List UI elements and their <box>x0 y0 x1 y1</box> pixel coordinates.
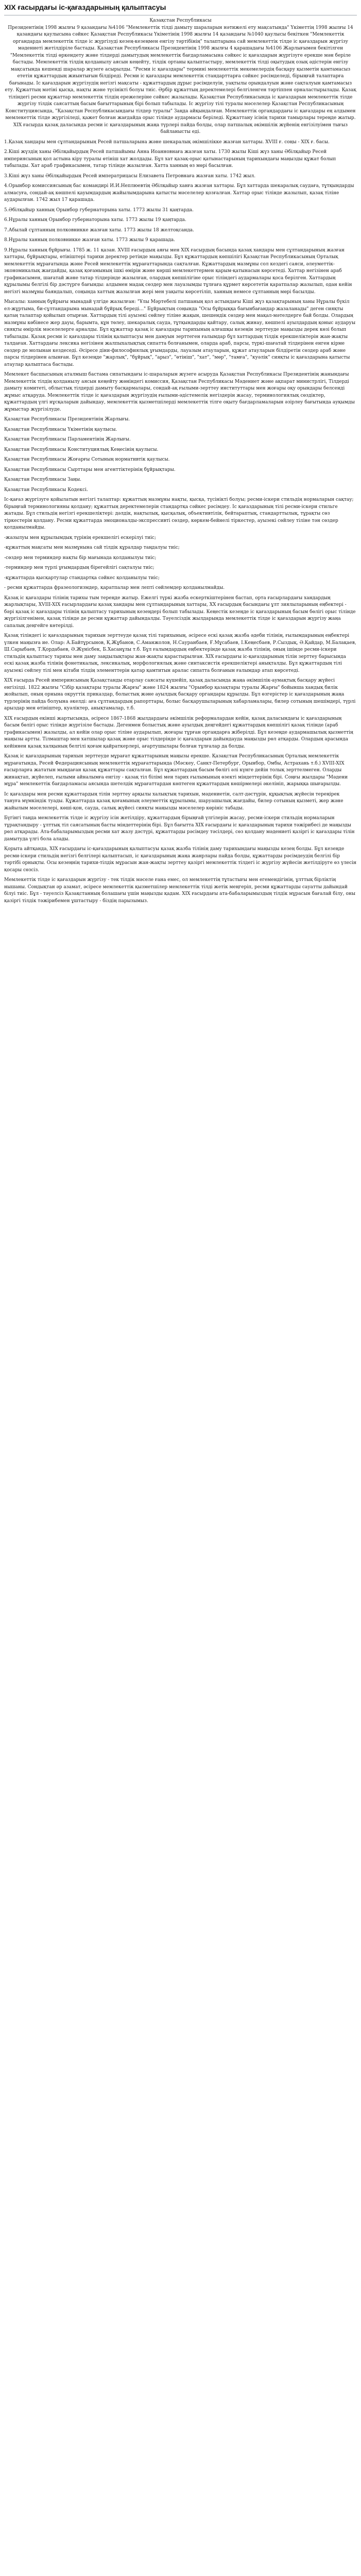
paragraph: Қазақ тіліндегі іс қағаздарының тарихын зерттеуде қазақ тілі тарихының, әсіресе ескі қазақ жазба әдеби тілінің, ғылымдарының еңбектері үлкен маңызға ие. Олар: А.Байтұрсынов, Қ.Жұбанов, С.Аманжолов, Н.Сауранбаев, Ғ.Мұсабаев, І.Кеңесбаев, Р.Сыздық, Ә.Қайдар, М.Балақаев, Ш.Сарыбаев, Т.Қордабаев, Ә.Жүнісбек, Б.Хасанұлы т.б. Бұл ғалымдардың еңбектерінде қазақ жазба тілінің, оның ішінде ресми-іскери стильдің қалыптасу тарихы мен даму заңдылықтары жан-жақты қарастырылған. XIX ғасырдағы іс-қағаздарының тілін зерттеу барысында ескі қазақ жазба тілінің фонетикалық, лексикалық, морфологиялық және синтаксистік ерекшеліктері анықталды. Бұл құжаттардың тілі ауызекі сөйлеу тілі мен кітаби тілдің элементтерін қатар қамтитын аралас сипатта болғанын ғалымдар атап көрсетеді. <box>4 633 356 673</box>
paragraph: Іс-қағаз жүргізуге қойылатын негізгі талаптар: құжаттың мазмұны нақты, қысқа, түсінікті болуы; ресми-іскери стильдің нормаларын сақтау; бірыңғай терминологияны қолдану; құжаттың деректемелерін стандартқа сәйкес рәсімдеу. Іс қағаздарының тілі ресми-іскери стильге жатады. Бұл стильдің негізгі ерекшеліктері: дәлдік, нақтылық, қысқалық, объективтілік, бейтараптық, стандарттылық, тұрақты сөз тіркестерін қолдану. Ресми құжаттарда эмоционалды-экспрессивті сөздер, көркем-бейнелі тіркестер, ауызекі сөйлеу тіліне тән сөздер қолданылмайды. <box>4 497 354 530</box>
paragraph: 4.Орынбор комиссиясының бас командирі И.И.Неплюевтің Әбілқайыр ханға жазған хаттары. Бұл хаттарда шекаралық саудаға, тұтқындарды алмасуға, сондай-ақ көшпелі қауымдардың жайылымдарына қатысты мәселелер қозғалған. Хаттар орыс тілінде жазылып, қазақ тіліне аударылған. 1742 жыл 17 қарашада. <box>4 183 354 202</box>
paragraph: 3.Кіші жүз ханы Әбілқайырдың Ресей императрицасы Елизавета Петровнаға жазған хаты. 1742 жыл. <box>4 173 256 179</box>
paragraph: 6.Нұралы ханның Орынбор губернаторына хаты. 1773 жылы 19 қаңтарда. <box>4 217 186 223</box>
paragraph: 9.Нұралы ханның бұйрығы. 1785 ж. 11 қазан. XVIII ғасырдың аяғы мен XIX ғасырдың басында қазақ хандары мен сұлтандарының жазған хаттары, бұйрықтары, өтініштері тарихи деректер ретінде маңызды. Бұл құжаттардың көпшілігі Қазақстан Республикасының Орталық мемлекеттік мұрағатында және Ресей мемлекеттік мұрағаттарында сақталған. Құжаттардың мазмұны сол кездегі саяси, әлеуметтік-экономикалық жағдайды, қазақ қоғамының ішкі өмірін және көрші мемлекеттермен қарым-қатынасын көрсетеді. Хаттар негізінен араб графикасымен, шағатай және татар тілдерінде жазылған, олардың көпшілігіне орыс тіліндегі аудармалары қоса берілген. Хаттардың құрылымы белгілі бір дәстүрге бағынды: алдымен мадақ сөздер мен лауазымды тұлғаға құрмет көрсететін қаратпалар жазылып, одан кейін негізгі мазмұны баяндалып, соңында хаттың жазылған жері мен уақыты көрсетіліп, ханның немесе сұлтанның мөрі басылды. <box>4 247 352 295</box>
paragraph: Қазақстан Республикасы Сырттары мен агенттіктерінің бұйрықтары. <box>4 467 176 472</box>
document-page <box>0 0 361 918</box>
paragraph: 8.Нұралы ханның полковникке жазған хаты. 1773 жылы 9 қарашада. <box>4 238 176 243</box>
paragraph: 1.Қазақ хандары мен сұлтандарының Ресей патшаларына және шекаралық әкімшілікке жазған хаттары. XVIII ғ. соңы - XIX ғ. басы. <box>4 139 330 145</box>
paragraph: -терминдер мен түрлі ұғымдардың бірегейлігі сақталуы тиіс; <box>4 565 154 570</box>
paragraph: Қазақстан Республикасы Кодексі. <box>4 487 88 493</box>
paragraph: -сөздер мен терминдер нақты бір мағынада қолданылуы тиіс; <box>4 555 157 561</box>
paragraph: XIX ғасырдың екінші жартысында, әсіресе 1867-1868 жылдардағы әкімшілік реформалардан кейін, қазақ даласындағы іс қағаздарының басым бөлігі орыс тілінде жүргізіле бастады. Дегенмен болыстық және ауылдық деңгейдегі құжаттардың көпшілігі қазақ тілінде (араб графикасымен) жазылды, ал кейін олар орыс тіліне аударылып, жоғары тұрған органдарға жіберілді. Бұл кезеңде аудармашылық қызметтің маңызы артты. Тілмаштар мен хатшылар қазақ және орыс тілдерінде іс қағаздарын дайындауда маңызды рөл атқарды. Олардың арасында кейіннен қазақ халқының белгілі қоғам қайраткерлері, ағартушылары болған тұлғалар да болды. <box>4 716 353 749</box>
paragraph: Қорыта айтқанда, XIX ғасырдағы іс-қағаздарының қалыптасуы қазақ жазба тілінің даму тарихындағы маңызды кезең болды. Бұл кезеңде ресми-іскери стильдің негізгі белгілері қалыптасып, іс қағаздарының жаңа жанрлары пайда болды, құжаттарды рәсімдеудің белгілі бір тәртібі орнықты. Осы кезеңнің тарихи-тілдік мұрасын жан-жақты зерттеу қазіргі мемлекеттік тілдегі іс жүргізу жүйесін жетілдіруге өз үлесін қосары сөзсіз. <box>4 846 357 873</box>
paragraph: Қазақ іс қағаздарының тарихын зерттеуде мұрағат құжаттарының маңызы ерекше. Қазақстан Республикасының Орталық мемлекеттік мұрағатында, Ресей Федерациясының мемлекеттік мұрағаттарында (Мәскеу, Санкт-Петербург, Орынбор, Омбы, Астрахань т.б.) XVIII-XIX ғасырларға жататын мыңдаған қазақ құжаттары сақталған. Бұл құжаттардың басым бөлігі әлі күнге дейін толық зерттелмеген. Оларды жинақтап, жүйелеп, ғылыми айналымға енгізу - қазақ тіл білімі мен тарих ғылымының өзекті міндеттерінің бірі. Соңғы жылдары "Мәдени мұра" мемлекеттік бағдарламасы аясында шетелдік мұрағаттардан көптеген құжаттардың көшірмелері әкелініп, жарыққа шығарылды. <box>4 754 348 787</box>
paragraph: XIX ғасырда Ресей империясының Қазақстанды отарлау саясаты күшейіп, қазақ даласында жаңа әкімшілік-аумақтық басқару жүйесі енгізілді. 1822 жылғы "Сібір қазақтары туралы Жарғы" және 1824 жылғы "Орынбор қазақтары туралы Жарғы" бойынша хандық билік жойылып, оның орнына округтік приказдар, болыстық және ауылдық басқару органдары құрылды. Бұл өзгерістер іс қағаздарының жаңа түрлерінің пайда болуына әкелді: аға сұлтандардың рапорттары, болыс басқарушыларының хабарламалары, билер сотының шешімдері, түрлі арыздар мен өтініштер, куәліктер, анықтамалар, т.б. <box>4 678 356 711</box>
paragraph: - ресми құжаттарда фразеологизмдер, қаратпалар мен лепті сөйлемдер қолданылмайды. <box>4 585 225 590</box>
paragraph: Қазақстан Республикасы Президентінің 1998 жылғы 9 қазандағы №4106 "Мемлекеттік тілді дамыту шараларын нәтижелі ету мақсатында" Үкіметтің 1998 жылғы 14 қазандағы қаулысына сәйкес Қазақстан Республикасы Үкіметінің 1998 жылғы 14 қазандағы №1040 қаулысы бекіткен "Мемлекеттік органдарда мемлекеттік тілде іс жүргізуді кезең-кезеңмен енгізу тәртібінің" талаптарына сай мемлекеттік тілде іс қағаздарын жүргізу мәдениеті жетілдіріле бастады. Қазақстан Республикасы Президентінің 1998 жылғы 4 қарашадағы №4106 Жарлығымен бекітілген "Мемлекеттік тілді өркендету және тілдерді дамытудың мемлекеттік бағдарламасына сәйкес іс қағаздарын жүргізуге ерекше мән беріле бастады. Мемлекеттік тілдің қолданылу аясын кеңейту, тілдік ортаны қалыптастыру, мемлекеттік тілді оқытудың озық әдістерін енгізу мақсатында кешенді шаралар жүзеге асырылды. "Ресми іс қағаздары" термині мемлекеттік мекемелердің басқару қызметін қамтамасыз ететін құжаттардың жиынтығын білдіреді. Ресми іс қағаздары мемлекеттік стандарттарға сәйкес рәсімделеді, бірыңғай талаптарға бағынады. Іс қағаздарын жүргізудің негізгі мақсаты - құжаттардың дұрыс рәсімделуін, уақтылы орындалуын және сақталуын қамтамасыз ету. Құжаттың мәтіні қысқа, нақты және түсінікті болуы тиіс. Әрбір құжаттың деректемелері белгіленген тәртіппен орналастырылады. Қазақ тіліндегі ресми құжаттар мемлекеттік тілдің ережелеріне сәйкес жазылады. Қазақстан Республикасында іс қағаздарын мемлекеттік тілде жүргізу тілдік саясаттың басым бағыттарының бірі болып табылады. Іс жүргізу тілі туралы мәселелер Қазақстан Республикасының Конституциясында, "Қазақстан Республикасындағы тілдер туралы" Заңда айқындалған. Мемлекеттік органдардағы іс қағаздары ең алдымен мемлекеттік тілде жүргізіледі, қажет болған жағдайда орыс тілінде аудармасы беріледі. Құжаттану ісінің тарихи тамырлары тереңде жатыр. XIX ғасырда қазақ даласында ресми іс қағаздарының жаңа түрлері пайда болды, олар патшалық әкімшілік жүйенің енгізілуімен тығыз байланысты еді. <box>5 18 356 134</box>
paragraph: -құжаттың мақсаты мен мазмұнына сай тілдік құралдар таңдалуы тиіс; <box>4 545 180 550</box>
paragraph: Қазақстан Республикасы Жоғарғы Сотының нормативтік қаулысы. <box>4 457 170 462</box>
paragraph: Қазақстан Республикасы Парламентінің Жарлығы. <box>4 437 131 442</box>
paragraph: Қазақстан Республикасы Конституциялық Кеңесінің қаулысы. <box>4 447 159 452</box>
paragraph: Қазақстан Республикасы Президентінің Жарлығы. <box>4 417 130 422</box>
paragraph: -жазылуы мен құрылымдық түрінің ерекшелігі ескерілуі тиіс; <box>4 535 156 540</box>
paragraph: Іс қағаздары мен ресми құжаттардың тілін зерттеу арқылы халықтың тарихын, мәдениетін, салт-дәстүрін, құқықтық жүйесін тереңірек тануға мүмкіндік туады. Құжаттарда қазақ қоғамының әлеуметтік құрылымы, шаруашылық жағдайы, билер сотының қызметі, жер және жайылым мәселелері, көші-қон, сауда, салық жүйесі сияқты маңызды мәселелер көрініс табады. <box>4 791 343 811</box>
document-body <box>4 18 357 905</box>
paragraph: 2.Кіші жүздің ханы Әбілқайырдың Ресей патшайымы Анна Иоанновнаға жазған хаты. 1730 жылы Кіші жүз ханы Әбілқайыр Ресей империясының қол астына кіру туралы өтініш хат жолдады. Бұл хат қазақ-орыс қатынастарының тарихындағы маңызды құжат болып табылады. Хат араб графикасымен, татар тілінде жазылған. Хатта ханның өз мөрі басылған. <box>4 149 336 168</box>
paragraph: Бүгінгі таңда мемлекеттік тілде іс жүргізу ісін жетілдіру, құжаттардың бірыңғай үлгілерін жасау, ресми-іскери стильдің нормаларын тұрақтандыру - ұлттық тіл саясатының басты міндеттерінің бірі. Бұл бағытта XIX ғасырдағы іс қағаздарының тарихи тәжірибесі де маңызды рөл атқарады. Ата-бабаларымыздың ресми хат жазу дәстүрі, құжаттарды рәсімдеу тәсілдері, сөз қолдану мәдениеті қазіргі іс қағаздары тілін дамытуда үлгі бола алады. <box>4 816 355 842</box>
page-title: XIX ғасырдағы іс-қағаздарының қалыптасуы <box>4 2 357 15</box>
paragraph: -құжаттарда қысқартулар стандартқа сәйкес қолданылуы тиіс; <box>4 575 160 581</box>
paragraph: Қазақстан Республикасы Заңы. <box>4 477 81 482</box>
paragraph: Қазақстан Республикасы Үкіметінің қаулысы. <box>4 427 117 432</box>
paragraph: 7.Абылай сұлтанның полковникке жазған хаты. 1773 жылы 18 желтоқсанда. <box>4 227 194 233</box>
paragraph: Мемлекет басшысының аталмыш бастама сипатындағы іс-шараларын жүзеге асыруда Қазақстан Республикасы Президентінің жанындағы Мемлекеттік тілдің қолданылу аясын кеңейту жөніндегі комиссия, Қазақстан Республикасы Мәдениет және ақпарат министрлігі, Тілдерді дамыту комитеті, облыстық тілдерді дамыту басқармалары, сондай-ақ ғылыми-зерттеу институттары мен жоғары оқу орындары белсенді жұмыс атқаруда. Мемлекеттік тілде іс қағаздарын жүргізудің ғылыми-әдістемелік негіздерін жасау, терминологиялық сөздіктер, құжаттардың үлгі нұсқаларын дайындау, мемлекеттік қызметшілерді мемлекеттік тілге оқыту бағдарламаларын әзірлеу бағытында ауқымды жұмыстар жүргізілуде. <box>4 372 355 412</box>
paragraph: Қазақ іс қағаздары тілінің тарихы тым тереңде жатыр. Ежелгі түркі жазба ескерткіштерінен бастап, орта ғасырлардағы хандардың жарлықтары, XVIII-XIX ғасырлардағы қазақ хандары мен сұлтандарының хаттары, XX ғасырдың басындағы ұлт зиялыларының еңбектері - бәрі қазақ іс қағаздары тілінің қалыптасу тарихының кезеңдері болып табылады. Кеңестік кезеңде іс қағаздарының басым бөлігі орыс тілінде жүргізілгенімен, қазақ тілінде де ресми құжаттар дайындалды. Тәуелсіздік жылдарында мемлекеттік тілде іс қағаздарын жүргізу жаңа сапалық деңгейге көтерілді. <box>4 595 356 629</box>
paragraph: Мемлекеттік тілде іс қағаздарын жүргізу - тек тілдік мәселе ғана емес, ол мемлекеттің тұтастығы мен егемендігінің, ұлттық бірліктің нышаны. Сондықтан әр азамат, әсіресе мемлекеттік қызметшілер мемлекеттік тілді жетік меңгеріп, ресми құжаттарды сауатты дайындай білуі тиіс. Бұл - тәуелсіз Қазақстанның болашағы үшін маңызды қадам. XIX ғасырдағы ата-бабаларымыздың тілдік мұрасын бағалай білу, оны қазіргі тілдік тәжірибемен ұштастыру - біздің парызымыз. <box>4 877 356 904</box>
paragraph: 5.Әбілқайыр ханның Орынбор губернаторына хаты. 1773 жылы 31 қаңтарда. <box>4 207 194 213</box>
paragraph: Мысалы: ханның бұйрығы мынадай үлгіде жазылған: "Ұлы Мәртебелі патшаның қол астындағы Кіші жүз қазақтарының ханы Нұралы бүкіл ел-жұртыма, би-сұлтандарыма мынадай бұйрық береді..." Бұйрықтың соңында "Осы бұйрыққа бағынбағандар жазаланады" деген сияқты қатаң талаптар қойылып отырған. Хаттардың тілі ауызекі сөйлеу тіліне жақын, шешендік сөздер мен мақал-мәтелдерге бай болды. Олардың мазмұны көбінесе жер дауы, барымта, құн төлеу, шекаралық сауда, тұтқындарды қайтару, салық жинау, көшпелі ауылдардың қоныс аударуы сияқты өмірлік мәселелерге арналды. Бұл құжаттар қазақ іс қағаздары тарихының алғашқы кезеңін зерттеуде маңызды дерек көзі болып табылады. Қазақ ресми іс қағаздары тілінің қалыптасуы мен дамуын зерттеген ғалымдар бұл хаттардың тілдік ерекшеліктерін жан-жақты талдаған. Хаттардағы лексика негізінен жалпыхалықтық сипатта болғанымен, оларда араб, парсы, түркі-шағатай тілдерінен енген кірме сөздер де молынан кездеседі. Әсіресе діни-философиялық ұғымдарды, лауазым атауларын, құжат атауларын білдіретін сөздер араб және парсы тілдерінен алынған. Бұл кезеңде "жарлық", "бұйрық", "арыз", "өтініш", "хат", "мөр", "тамға", "куәлік" сияқты іс қағаздарына қатысты атаулар қалыптаса бастады. <box>4 299 356 367</box>
